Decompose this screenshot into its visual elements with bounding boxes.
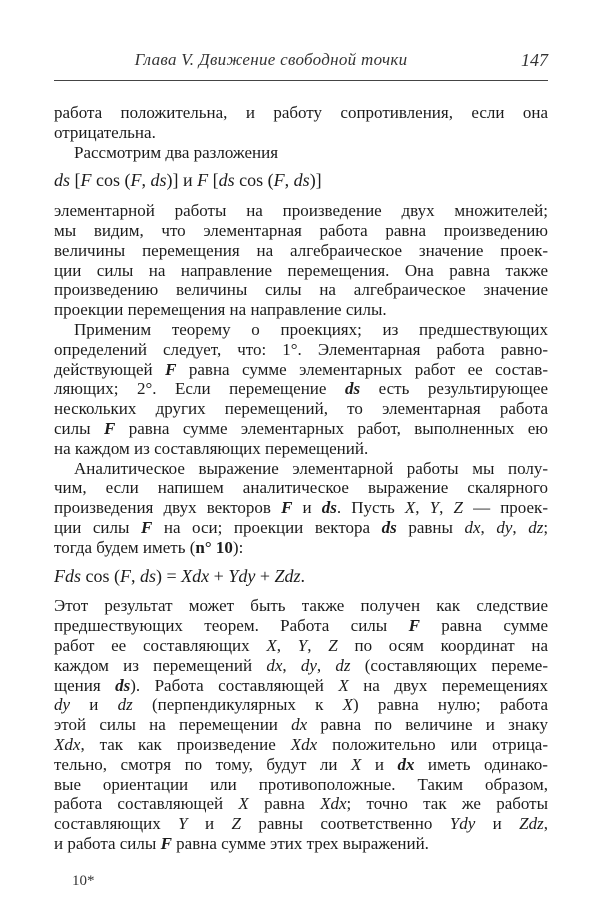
text-run: работа положительна, и работу сопротивления, если она: [54, 103, 548, 122]
text-run: ) равна нулю; работа: [353, 695, 548, 715]
text-line: [54, 755, 548, 775]
text-run: ции силы: [54, 517, 141, 537]
math-symbol: ds: [115, 675, 131, 695]
text-run: положительно или отрица-: [317, 734, 548, 754]
math-symbol: F: [130, 170, 142, 191]
text-run: равна сумме элементарных работ ее состав-: [176, 359, 548, 379]
text-line: [54, 596, 548, 616]
text-run: по осям координат на: [337, 635, 549, 655]
text-run: есть результирующее: [360, 379, 548, 399]
formula: [54, 567, 548, 587]
math-symbol: F: [408, 616, 420, 636]
text-run: ; точно так же работы: [346, 794, 549, 814]
text-line: [54, 261, 548, 281]
text-run: мы видим, что элементарная работа равна произведению: [54, 220, 548, 240]
text-run: равна сумме элементарных работ, выполненных ею: [115, 418, 548, 438]
text-run: +: [255, 565, 275, 586]
text-run: на двух перемещениях: [348, 675, 548, 695]
text-run: ,: [282, 655, 301, 675]
text-run: ,: [284, 170, 294, 191]
math-symbol: Ydy: [449, 814, 476, 834]
text-run: определений следует, что: 1°. Элементарная работа равно-: [54, 339, 548, 359]
text-run: ,: [415, 498, 430, 518]
text-run: Применим теорему о проекциях; из предшествующих: [74, 319, 548, 339]
math-symbol: F: [165, 359, 177, 379]
text-run: ляющих; 2°. Если перемещение: [54, 379, 345, 399]
text-line: [54, 656, 548, 676]
text-run: (составляющих переме-: [350, 655, 548, 675]
text-run: ,: [276, 635, 298, 655]
math-symbol: Xdx: [290, 734, 318, 754]
paragraph: [54, 459, 548, 558]
text-run: равны: [396, 517, 465, 537]
math-symbol: Fds: [54, 565, 81, 586]
math-symbol: dz: [117, 695, 133, 715]
math-symbol: ds: [321, 498, 337, 518]
text-run: и: [292, 498, 322, 518]
text-line: [54, 201, 548, 221]
text-run: ,: [141, 170, 151, 191]
text-run: [: [208, 170, 219, 191]
math-symbol: Ydy: [228, 565, 256, 586]
text-line: [54, 636, 548, 656]
text-run: )] и: [166, 170, 198, 191]
text-run: Аналитическое выражение элементарной работы мы полу-: [74, 458, 548, 478]
text-run: чим, если напишем аналитическое выражение скалярного: [54, 478, 548, 498]
math-symbol: Z: [453, 498, 463, 518]
text-run: величины перемещения на алгебраическое значение проек-: [54, 240, 548, 260]
math-symbol: Y: [297, 635, 308, 655]
formula-line: [54, 171, 548, 191]
text-run: этой силы на перемещении: [54, 715, 292, 735]
paragraph: [54, 201, 548, 320]
text-run: ,: [307, 635, 329, 655]
math-symbol: F: [120, 565, 131, 586]
text-run: — проек-: [462, 498, 548, 518]
math-symbol: Z: [328, 635, 338, 655]
text-run: ) =: [156, 565, 182, 586]
formula: [54, 171, 548, 191]
text-run: и: [187, 814, 232, 834]
text-line: [54, 715, 548, 735]
text-line: [54, 498, 548, 518]
math-symbol: Xdx: [181, 565, 210, 586]
text-run: ;: [543, 517, 549, 537]
math-symbol: Zdz: [519, 814, 544, 834]
text-line: [54, 775, 548, 795]
header-rule: [54, 80, 548, 81]
text-run: равны соответственно: [240, 814, 450, 834]
text-run: , так как произведение: [80, 734, 291, 754]
page-header: [54, 50, 548, 74]
text-line: [54, 814, 548, 834]
text-line: [54, 676, 548, 696]
text-run: щения: [54, 675, 116, 695]
math-symbol: Zdz: [274, 565, 301, 586]
text-run: произведения двух векторов: [54, 498, 282, 518]
text-run: ,: [131, 565, 140, 586]
text-run: )]: [309, 170, 322, 191]
math-symbol: ds: [218, 170, 235, 191]
text-run: отрицательна.: [54, 122, 156, 142]
math-symbol: dx: [291, 715, 308, 735]
text-run: ):: [232, 537, 244, 557]
math-symbol: F: [160, 833, 172, 853]
math-symbol: ds: [344, 379, 361, 399]
text-run: и: [70, 695, 118, 715]
math-symbol: ds: [150, 170, 167, 191]
text-line: [54, 695, 548, 715]
text-run: ,: [439, 498, 454, 518]
math-symbol: dx: [464, 517, 481, 537]
text-run: cos (: [81, 565, 120, 586]
text-line: [54, 280, 548, 300]
page-number: 147: [521, 50, 548, 70]
math-symbol: Z: [231, 814, 241, 834]
text-run: произведению величины силы на алгебраическое значение: [54, 280, 548, 300]
text-run: cos (: [234, 170, 274, 191]
text-line: [54, 518, 548, 538]
math-symbol: X: [238, 794, 249, 814]
text-line: [54, 735, 548, 755]
text-run: действующей: [54, 359, 166, 379]
text-line: [54, 143, 548, 163]
text-run: и работа силы: [54, 833, 161, 853]
math-symbol: dy: [496, 517, 513, 537]
math-symbol: dx: [266, 655, 283, 675]
text-line: [54, 794, 548, 814]
math-symbol: ds: [293, 170, 310, 191]
math-symbol: X: [342, 695, 353, 715]
math-symbol: F: [281, 498, 293, 518]
text-run: . Пусть: [336, 498, 405, 518]
signature-mark: 10*: [72, 873, 95, 889]
text-line: [54, 241, 548, 261]
text-run: каждом из перемещений: [54, 655, 267, 675]
text-line: [54, 538, 548, 558]
text-line: [54, 419, 548, 439]
paragraph: [54, 143, 548, 163]
math-symbol: X: [350, 754, 362, 774]
text-run: на оси; проекции вектора: [152, 517, 382, 537]
formula-line: [54, 567, 548, 587]
math-symbol: F: [140, 517, 153, 537]
text-run: ,: [512, 517, 529, 537]
text-run: иметь одинако-: [414, 754, 548, 774]
text-line: [54, 399, 548, 419]
paragraph: [54, 103, 548, 143]
text-run: и: [475, 814, 520, 834]
text-run: вые ориентации или противоположные. Таким образом,: [54, 774, 548, 794]
text-run: Рассмотрим два разложения: [74, 142, 279, 162]
math-symbol: Y: [178, 814, 188, 834]
text-line: [54, 379, 548, 399]
text-line: [54, 320, 548, 340]
text-run: равна: [248, 794, 321, 814]
math-symbol: ds: [140, 565, 157, 586]
text-run: составляющих: [54, 814, 179, 834]
text-run: ,: [316, 655, 336, 675]
text-run: силы: [54, 418, 104, 438]
text-run: работ ее составляющих: [54, 635, 267, 655]
text-run: работа составляющей: [54, 794, 239, 814]
text-line: [54, 439, 548, 459]
text-line: [54, 221, 548, 241]
math-symbol: dz: [335, 655, 351, 675]
math-symbol: dy: [300, 655, 317, 675]
math-symbol: X: [266, 635, 277, 655]
math-symbol: ds: [381, 517, 397, 537]
text-run: ). Работа составляющей: [130, 675, 339, 695]
text-run: cos (: [91, 170, 131, 191]
math-symbol: F: [273, 170, 285, 191]
text-run: равна по величине и знаку: [307, 715, 548, 735]
text-run: тельно, смотря по тому, будут ли: [54, 754, 351, 774]
text-line: [54, 834, 548, 854]
text-run: Этот результат может быть также получен как следствие: [54, 596, 548, 616]
text-run: ,: [480, 517, 497, 537]
text-run: (перпендикулярных к: [132, 695, 343, 715]
math-symbol: ds: [54, 170, 71, 191]
math-symbol: F: [197, 170, 209, 191]
running-title: Глава V. Движение свободной точки: [134, 50, 408, 69]
text-line: [54, 103, 548, 123]
text-line: [54, 360, 548, 380]
text-run: .: [300, 565, 305, 586]
math-symbol: dy: [54, 695, 71, 715]
text-line: [54, 340, 548, 360]
math-symbol: dz: [528, 517, 544, 537]
text-line: [54, 300, 548, 320]
math-symbol: dx: [397, 754, 415, 774]
math-symbol: X: [338, 675, 349, 695]
math-symbol: X: [404, 498, 416, 518]
text-run: равна сумме: [419, 616, 548, 636]
text-run: равна сумме этих трех выражений.: [171, 833, 429, 853]
text-run: нескольких других перемещений, то элементарная работа: [54, 399, 548, 419]
text-line: [54, 459, 548, 479]
text-run: [: [70, 170, 81, 191]
paragraph: [54, 596, 548, 853]
math-symbol: Y: [429, 498, 440, 518]
math-symbol: Xdx: [54, 734, 81, 754]
page-body: [54, 103, 548, 854]
text-run: +: [209, 565, 229, 586]
text-line: [54, 478, 548, 498]
text-run: тогда будем иметь (: [54, 537, 196, 557]
math-symbol: F: [80, 170, 92, 191]
text-run: ,: [543, 814, 548, 834]
text-line: [54, 616, 548, 636]
text-run: проекции перемещения на направление силы.: [54, 300, 387, 320]
text-run: элементарной работы на произведение двух множителей;: [54, 201, 548, 221]
text-line: [54, 123, 548, 143]
paragraph: [54, 320, 548, 459]
text-run: на каждом из составляющих перемещений.: [54, 438, 369, 458]
math-symbol: F: [103, 418, 116, 438]
math-symbol: Xdx: [320, 794, 347, 814]
text-run: предшествующих теорем. Работа силы: [54, 616, 409, 636]
text-run: и: [361, 754, 398, 774]
text-run: ции силы на направление перемещения. Она равна также: [54, 260, 548, 280]
bold-run: n° 10: [195, 537, 233, 557]
